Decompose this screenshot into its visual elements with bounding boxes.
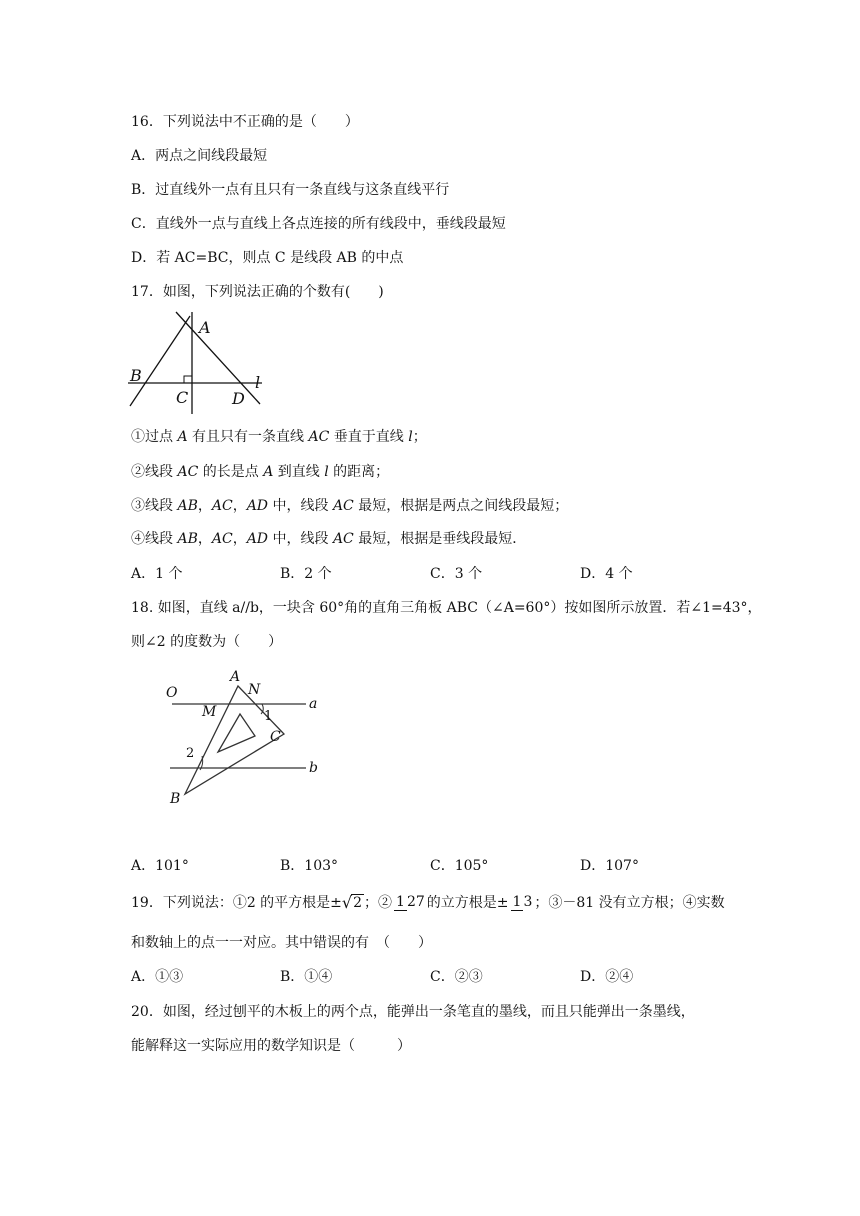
q16-option-a: A．两点之间线段最短 <box>131 148 268 164</box>
q19-fraction-1-3: 1 3 <box>512 893 533 910</box>
q18-label-b-vertex: B <box>170 791 181 807</box>
q18-option-b: B．103° <box>280 858 339 874</box>
q16-stem: 16．下列说法中不正确的是（ ） <box>131 114 359 130</box>
q17-option-b: B．2 个 <box>280 566 332 582</box>
q18-label-angle-2: 2 <box>186 746 195 761</box>
q19-stem-line-2: 和数轴上的点一一对应。其中错误的有 （ ） <box>131 935 432 951</box>
q17-right-angle-mark <box>184 376 192 383</box>
q17-label-d: D <box>232 389 245 408</box>
q20-stem-line-2: 能解释这一实际应用的数学知识是（ ） <box>131 1038 411 1054</box>
q17-option-d: D．4 个 <box>580 566 633 582</box>
q18-label-m: M <box>202 704 217 720</box>
q17-option-c: C．3 个 <box>430 566 483 582</box>
q18-label-line-a: a <box>309 696 318 712</box>
q17-statement-2: ②线段 AC 的长是点 A 到直线 l 的距离； <box>131 464 390 480</box>
q17-statement-4: ④线段 AB，AC，AD 中，线段 AC 最短，根据是垂线段最短． <box>131 531 527 547</box>
q19-option-b: B．①④ <box>280 969 333 985</box>
q18-figure <box>160 664 330 809</box>
q20-stem-line-1: 20．如图，经过刨平的木板上的两个点，能弹出一条笔直的墨线，而且只能弹出一条墨线， <box>131 1004 695 1020</box>
q18-stem-line-2: 则∠2 的度数为（ ） <box>131 634 283 650</box>
sqrt-sign: √ <box>341 892 353 912</box>
q18-option-a: A．101° <box>131 858 189 874</box>
q17-label-b: B <box>130 366 142 385</box>
q18-triangle-inner <box>218 714 255 752</box>
q18-option-d: D．107° <box>580 858 639 874</box>
q19-option-a: A．①③ <box>131 969 184 985</box>
q17-stem: 17．如图，下列说法正确的个数有( ) <box>131 284 384 300</box>
q19-option-c: C．②③ <box>430 969 483 985</box>
q17-label-c: C <box>176 388 189 407</box>
q18-label-c: C <box>270 729 281 745</box>
q17-label-a: A <box>199 318 211 337</box>
q18-label-o: O <box>166 685 178 701</box>
q18-label-line-b: b <box>309 760 318 776</box>
q17-statement-3: ③线段 AB，AC，AD 中，线段 AC 最短，根据是两点之间线段最短； <box>131 498 569 514</box>
q17-line-ad <box>176 312 260 404</box>
q17-option-a: A．1 个 <box>131 566 183 582</box>
q18-label-n: N <box>248 682 261 698</box>
q17-statement-1: ①过点 A 有且只有一条直线 AC 垂直于直线 l； <box>131 429 427 445</box>
q16-option-d: D．若 AC=BC，则点 C 是线段 AB 的中点 <box>131 250 404 266</box>
q18-label-angle-1: 1 <box>264 709 273 724</box>
q19-stem-line-1: 19．下列说法：①2 的平方根是± √ 2 ；② 1 27 的立方根是± 1 3 ；③－81 没有立方根；④实数 <box>131 892 725 912</box>
q17-figure <box>128 308 268 418</box>
q19-option-d: D．②④ <box>580 969 634 985</box>
q18-label-a-vertex: A <box>230 669 241 685</box>
q16-option-b: B．过直线外一点有且只有一条直线与这条直线平行 <box>131 182 450 198</box>
q19-sqrt-arg: 2 <box>353 894 363 911</box>
q16-option-c: C．直线外一点与直线上各点连接的所有线段中，垂线段最短 <box>131 216 506 232</box>
q18-option-c: C．105° <box>430 858 489 874</box>
q19-fraction-1-27: 1 27 <box>396 893 425 910</box>
q18-stem-line-1: 18. 如图，直线 a//b，一块含 60°角的直角三角板 ABC（∠A=60°）按如图所示放置．若∠1=43°， <box>131 600 762 616</box>
q17-label-l: l <box>255 373 261 392</box>
